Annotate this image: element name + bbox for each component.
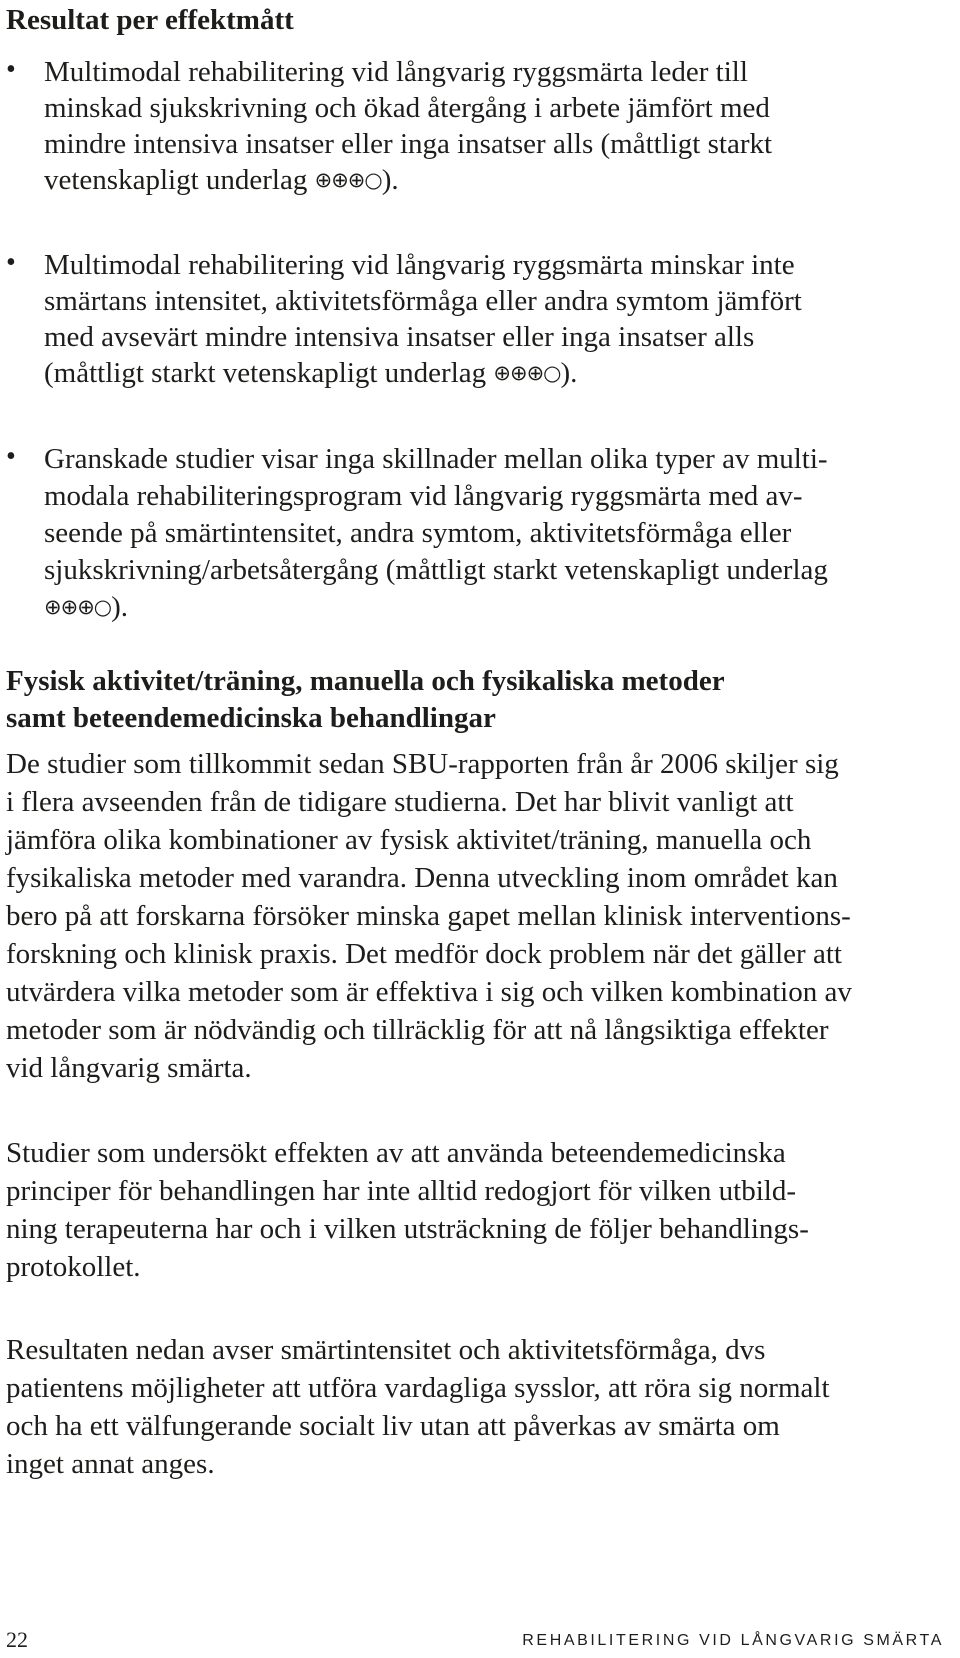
text-line: bero på att forskarna försöker minska gapet mellan klinisk interventions- [6,900,851,932]
text-line: inget annat anges. [6,1448,215,1480]
text-line: fysikaliska metoder med varandra. Denna utveckling inom området kan [6,862,838,894]
text-line: principer för behandlingen har inte alltid redogjort för vilken utbild- [6,1175,797,1207]
text-line: sjukskrivning/arbetsåtergång (måttligt starkt vetenskapligt underlag [44,554,828,586]
text-line: utvärdera vilka metoder som är effektiva i sig och vilken kombination av [6,976,852,1008]
text-line: forskning och klinisk praxis. Det medför dock problem när det gäller att [6,938,842,970]
text-line: protokollet. [6,1251,141,1283]
text-line: De studier som tillkommit sedan SBU-rapporten från år 2006 skiljer sig [6,748,839,780]
text-line: ning terapeuterna har och i vilken utsträckning de följer behandlings- [6,1213,809,1245]
text-line: smärtans intensitet, aktivitetsförmåga eller andra symtom jämfört [44,285,802,317]
bullet-icon: • [6,247,16,278]
text-line: modala rehabiliteringsprogram vid långvarig ryggsmärta med av- [44,480,803,512]
evidence-grade-icon: ⊕⊕⊕○ [44,595,112,619]
text-line: (måttligt starkt vetenskapligt underlag ⊕⊕⊕○). [44,357,578,389]
text-line: i flera avseenden från de tidigare studierna. Det har blivit vanligt att [6,786,794,818]
text-line: ⊕⊕⊕○). [44,591,129,623]
text-line: Multimodal rehabilitering vid långvarig ryggsmärta minskar inte [44,249,795,281]
page-number: 22 [6,1627,28,1652]
text-line: Resultaten nedan avser smärtintensitet och aktivitetsförmåga, dvs [6,1334,766,1366]
text-line: och ha ett välfungerande socialt liv utan att påverkas av smärta om [6,1410,780,1442]
text-line: med avsevärt mindre intensiva insatser eller inga insatser alls [44,321,755,353]
text-line: vid långvarig smärta. [6,1052,252,1084]
running-title: REHABILITERING VID LÅNGVARIG SMÄRTA [522,1632,944,1649]
text-line: metoder som är nödvändig och tillräcklig för att nå långsiktiga effekter [6,1014,829,1046]
text-line: minskad sjukskrivning och ökad återgång i arbete jämfört med [44,92,770,124]
evidence-grade-icon: ⊕⊕⊕○ [493,361,561,385]
text-line: jämföra olika kombinationer av fysisk aktivitet/träning, manuella och [6,824,812,856]
text-line: mindre intensiva insatser eller inga insatser alls (måttligt starkt [44,128,773,160]
text-line: patientens möjligheter att utföra vardagliga sysslor, att röra sig normalt [6,1372,830,1404]
bullet-icon: • [6,54,16,85]
section-heading-physical-activity-cont: samt beteendemedicinska behandlingar [6,702,496,734]
text-line: Studier som undersökt effekten av att använda beteendemedicinska [6,1137,786,1169]
evidence-grade-icon: ⊕⊕⊕○ [314,168,382,192]
text-line: Multimodal rehabilitering vid långvarig ryggsmärta leder till [44,56,748,88]
text-line: vetenskapligt underlag ⊕⊕⊕○). [44,164,399,196]
bullet-icon: • [6,441,16,472]
section-heading-results: Resultat per effektmått [6,4,294,36]
text-line: seende på smärtintensitet, andra symtom, aktivitetsförmåga eller [44,517,792,549]
section-heading-physical-activity: Fysisk aktivitet/träning, manuella och fysikaliska metoder [6,665,725,697]
text-line: Granskade studier visar inga skillnader mellan olika typer av multi- [44,443,828,475]
